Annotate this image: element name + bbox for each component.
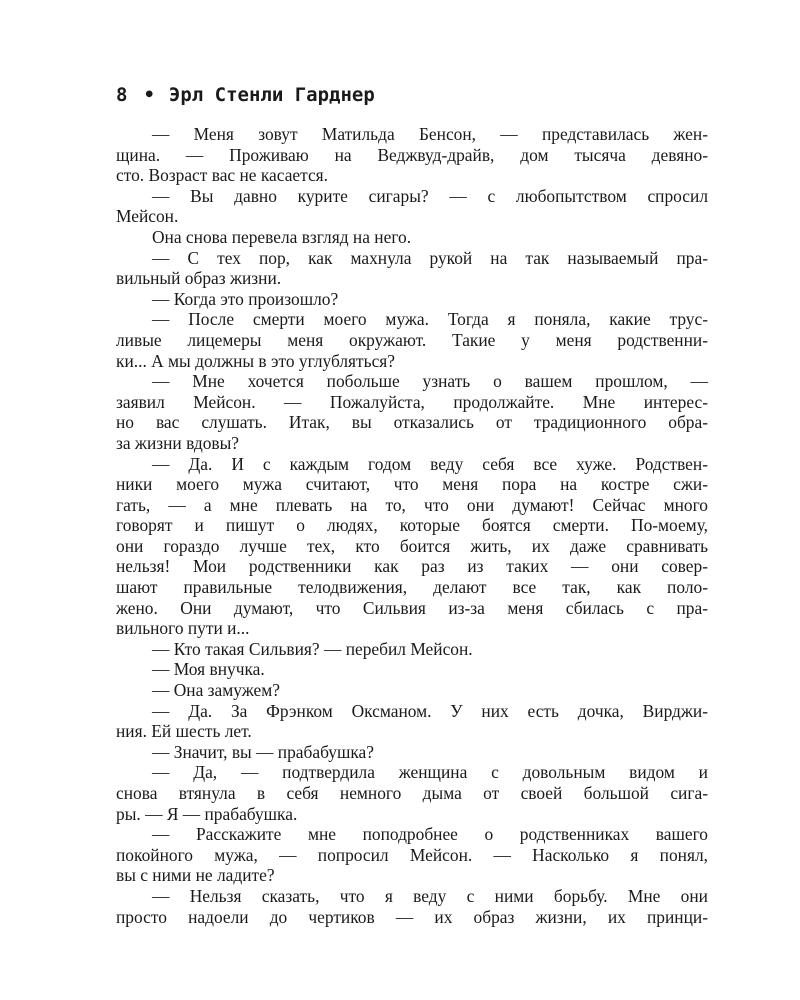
text-line: они гораздо лучше тех, кто боится жить, их даже сравнивать <box>116 535 708 556</box>
text-line: — Нельзя сказать, что я веду с ними борьбу. Мне они <box>152 885 708 906</box>
text-line: вильного пути и... <box>116 618 250 639</box>
text-line: ры. — Я — прабабушка. <box>116 803 298 824</box>
text-line: — Расскажите мне поподробнее о родственниках вашего <box>152 824 708 845</box>
text-line: заявил Мейсон. — Пожалуйста, продолжайте. Мне интерес- <box>116 391 708 412</box>
text-line: — Вы давно курите сигары? — с любопытством спросил <box>152 185 708 206</box>
text-line: ки... А мы должны в это углубляться? <box>116 350 396 371</box>
text-line: жено. Они думают, что Сильвия из-за меня сбилась с пра- <box>116 597 708 618</box>
text-line: Она снова перевела взгляд на него. <box>152 226 412 247</box>
text-line: гать, — а мне плевать на то, что они думают! Сейчас много <box>116 494 708 515</box>
page-number: 8 <box>116 84 128 106</box>
text-line: сто. Возраст вас не касается. <box>116 165 329 186</box>
text-line: щина. — Проживаю на Веджвуд-драйв, дом тысяча девяно- <box>116 144 708 165</box>
text-line: — После смерти моего мужа. Тогда я поняла, какие трус- <box>152 309 708 330</box>
text-line: — Мне хочется побольше узнать о вашем прошлом, — <box>152 371 708 392</box>
text-line: ния. Ей шесть лет. <box>116 721 252 742</box>
text-line: но вас слушать. Итак, вы отказались от традиционного обра- <box>116 412 708 433</box>
text-line: — Кто такая Сильвия? — перебил Мейсон. <box>152 638 473 659</box>
text-line: снова втянула в себя немного дыма от своей большой сига- <box>116 783 708 803</box>
running-header <box>116 84 375 106</box>
text-line: — Значит, вы — прабабушка? <box>152 741 374 762</box>
text-line: говорят и пишут о людях, которые боятся смерти. По-моему, <box>116 515 708 536</box>
text-line: шают правильные телодвижения, делают все так, как поло- <box>116 577 708 598</box>
text-line: — Меня зовут Матильда Бенсон, — представилась жен- <box>152 124 708 144</box>
bullet-separator: • <box>143 84 155 106</box>
text-line: ливые лицемеры меня окружают. Такие у меня родственни- <box>116 329 708 350</box>
text-line: ники моего мужа считают, что меня пора на костре сжи- <box>116 474 708 495</box>
running-title: Эрл Стенли Гарднер <box>168 84 375 106</box>
text-line: — Да. За Фрэнком Оксманом. У них есть дочка, Вирджи- <box>152 700 708 721</box>
text-line: за жизни вдовы? <box>116 432 240 453</box>
text-line: — С тех пор, как махнула рукой на так называемый пра- <box>152 247 708 268</box>
text-line: вильный образ жизни. <box>116 268 282 289</box>
text-line: — Да, — подтвердила женщина с довольным видом и <box>152 762 708 783</box>
text-line: — Когда это произошло? <box>152 288 339 309</box>
text-line: просто надоели до чертиков — их образ жизни, их принци- <box>116 906 708 927</box>
text-line: — Она замужем? <box>152 680 280 701</box>
text-line: покойного мужа, — попросил Мейсон. — Насколько я понял, <box>116 844 708 865</box>
text-line: нельзя! Мои родственники как раз из таких — они совер- <box>116 556 708 577</box>
text-line: вы с ними не ладите? <box>116 865 275 886</box>
text-line: — Моя внучка. <box>152 659 265 680</box>
text-line: Мейсон. <box>116 206 179 227</box>
text-line: — Да. И с каждым годом веду себя все хуже. Родствен- <box>152 453 708 474</box>
body-text <box>116 124 708 927</box>
